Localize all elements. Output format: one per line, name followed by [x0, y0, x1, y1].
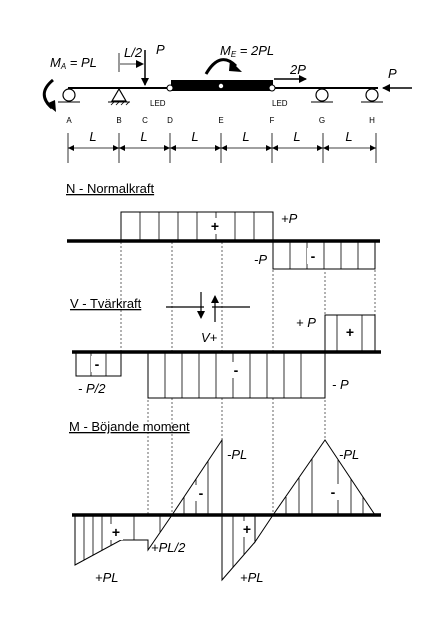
load-p-right-label: P: [388, 66, 397, 81]
shear-convention-label: V+: [201, 330, 218, 345]
shear-force-title: V - Tvärkraft: [70, 296, 142, 311]
moment-right-negative-region: [273, 440, 375, 515]
normal-plus-label: +P: [281, 211, 298, 226]
led-label-right: LED: [272, 99, 288, 108]
moment-e-label: M: [220, 43, 231, 58]
point-d-label: D: [167, 116, 173, 125]
normal-minus-sign: -: [310, 248, 316, 264]
span-label-2: L: [140, 129, 148, 144]
shear-minus-sign: -: [233, 362, 239, 378]
span-label-6: L: [345, 129, 353, 144]
led-label-left: LED: [150, 99, 166, 108]
moment-e-sub: E: [230, 50, 237, 59]
svg-text:ME = 2PL: [220, 43, 274, 59]
beam-sketch: [44, 42, 412, 163]
point-a-label: A: [66, 116, 72, 125]
moment-label-pl-left: +PL: [95, 570, 119, 585]
point-e-label: E: [218, 116, 224, 125]
shear-sign-convention: [166, 292, 250, 345]
shear-force-diagram: [70, 292, 381, 398]
span-dimensions: [68, 129, 376, 163]
point-f-label: F: [269, 116, 275, 125]
bending-moment-diagram: [69, 419, 381, 585]
moment-left-plus-sign: +: [111, 524, 121, 540]
span-label-5: L: [293, 129, 301, 144]
hinge-f: [269, 85, 275, 91]
hinge-d: [167, 85, 173, 91]
point-h-label: H: [369, 116, 375, 125]
normal-plus-sign: +: [210, 218, 220, 234]
shear-plus-sign: +: [345, 324, 355, 340]
moment-a-rest: = PL: [66, 55, 97, 70]
span-label-4: L: [242, 129, 250, 144]
moment-mid-minus-sign: -: [198, 485, 204, 501]
moment-title: M - Böjande moment: [69, 419, 190, 434]
moment-label-pl-mid: +PL: [240, 570, 264, 585]
point-b-label: B: [116, 116, 122, 125]
span-label-1: L: [89, 129, 97, 144]
svg-text:MA = PL: [50, 55, 97, 71]
moment-mid-negative-region: [172, 440, 222, 515]
moment-a-sub: A: [60, 62, 67, 71]
load-2p-label: 2P: [290, 62, 306, 77]
moment-right-minus-sign: -: [330, 484, 336, 500]
shear-minus-half-label: - P/2: [78, 381, 106, 396]
normal-minus-label: -P: [254, 252, 267, 267]
load-p-label: P: [156, 42, 165, 57]
moment-e-rest: = 2PL: [236, 43, 275, 58]
point-g-label: G: [318, 116, 326, 125]
moment-label-pl-half: +PL/2: [151, 540, 186, 555]
roller-support-h: [361, 89, 383, 102]
roller-support-g: [311, 89, 333, 102]
normal-force-title: N - Normalkraft: [66, 181, 155, 196]
normal-force-diagram: [66, 181, 380, 269]
point-e-marker: [219, 84, 223, 88]
moment-label-minus-pl-right: -PL: [339, 447, 360, 462]
half-l-label: L/2: [124, 45, 143, 60]
moment-a-label: M: [50, 55, 61, 70]
moment-label-minus-pl-mid: -PL: [227, 447, 248, 462]
roller-support-a: [58, 89, 80, 102]
moment-arrow-e-head: [229, 60, 242, 72]
shear-minus-label: - P: [332, 377, 349, 392]
shear-minus-half-sign: -: [94, 356, 100, 372]
moment-mid-plus-sign: +: [242, 521, 252, 537]
shear-plus-label: + P: [296, 315, 316, 330]
pin-support-b: [108, 89, 130, 105]
point-letters: [66, 116, 375, 125]
point-c-label: C: [142, 116, 148, 125]
span-label-3: L: [191, 129, 199, 144]
